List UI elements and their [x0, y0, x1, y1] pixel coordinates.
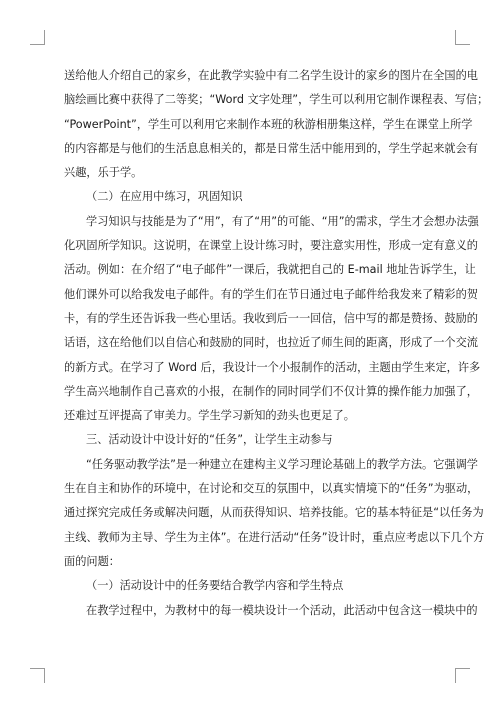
text-line: 话语，这在给他们以自信心和鼓励的同时，也拉近了师生间的距离，形成了一个交流 [64, 336, 478, 350]
text-line: （一）活动设计中的任务要结合教学内容和学生特点 [86, 579, 344, 593]
text-line: 面的问题： [64, 554, 120, 568]
crop-mark-top-right [455, 30, 470, 45]
section-heading [64, 185, 438, 209]
text-line: 生在自主和协作的环境中，在讨论和交互的氛围中，以真实情境下的“任务”为驱动， [64, 482, 479, 496]
document-body [64, 64, 489, 623]
text-line: （二）在应用中练习，巩固知识 [86, 190, 243, 204]
text-line: 学生高兴地制作自己喜欢的小报，在制作的同时同学们不仅计算的操作能力加强了， [64, 384, 478, 398]
text-line: 化巩固所学知识。这说明，在课堂上设计练习时，要注意实用性，形成一定有意义的 [64, 239, 478, 253]
text-line: 三、活动设计中设计好的“任务”，让学生主动参与 [86, 433, 333, 447]
crop-mark-bottom-right [455, 668, 470, 683]
section-heading [64, 428, 438, 452]
crop-mark-bottom-left [30, 668, 45, 683]
text-line: 的内容都是与他们的生活息息相关的，都是日常生活中能用到的，学生学起来就会有 [64, 141, 478, 155]
text-line: 主线、教师为主导、学生为主体”。在进行活动“任务”设计时，重点应考虑以下几个方 [64, 530, 485, 544]
body-paragraph [64, 599, 478, 623]
text-line: 兴趣，乐于学。 [64, 166, 143, 180]
text-line: 的新方式。在学习了 Word 后，我设计一个小报制作的活动，主题由学生来定，许多 [64, 360, 481, 374]
text-line: 在教学过程中，为教材中的每一模块设计一个活动，此活动中包含这一模块中的 [86, 603, 478, 617]
body-paragraph [64, 453, 485, 574]
text-line: 还难过互评提高了审美力。学生学习新知的劲头也更足了。 [64, 409, 355, 423]
crop-mark-top-left [30, 30, 45, 45]
text-line: 送给他人介绍自己的家乡，在此教学实验中有二名学生设计的家乡的图片在全国的电 [64, 69, 478, 82]
text-line: 脑绘画比赛中获得了二等奖；“Word 文字处理”，学生可以利用它制作课程表、写信； [64, 93, 489, 107]
section-heading [64, 574, 438, 598]
text-line: 他们课外可以给我发电子邮件。有的学生们在节日通过电子邮件给我发来了精彩的贺 [64, 287, 478, 301]
text-line: 学习知识与技能是为了“用”，有了“用”的可能、“用”的需求，学生才会想办法强 [86, 214, 479, 228]
text-line: 活动。例如：在介绍了“电子邮件”一课后，我就把自己的 E-mail 地址告诉学生，让 [64, 263, 476, 277]
body-paragraph [64, 64, 489, 185]
text-line: 卡，有的学生还告诉我一些心里话。我收到后一一回信，信中写的都是赞扬、鼓励的 [64, 311, 478, 325]
text-line: “PowerPoint”，学生可以利用它来制作本班的秋游相册集这样，学生在课堂上所学 [64, 117, 473, 131]
text-line: “任务驱动教学法”是一种建立在建构主义学习理论基础上的教学方法。它强调学 [86, 457, 478, 471]
text-line: 通过探究完成任务或解决问题，从而获得知识、培养技能。它的基本特征是“以任务为 [64, 506, 484, 520]
body-paragraph [64, 210, 481, 429]
